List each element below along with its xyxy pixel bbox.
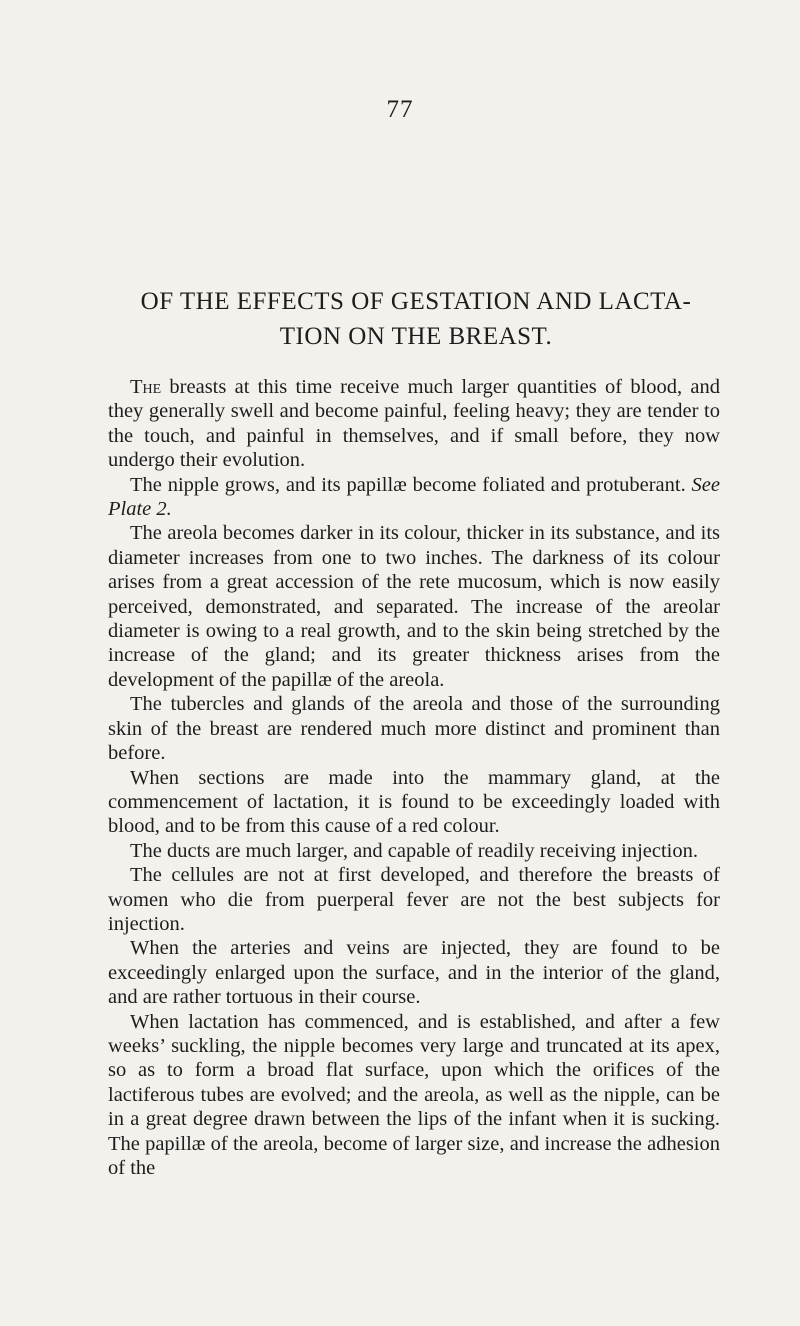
- plate-reference: See Plate 2.: [108, 473, 720, 521]
- page-number: 77: [386, 96, 414, 123]
- chapter-heading: [96, 284, 736, 354]
- paragraph-lead-word: The: [130, 376, 162, 398]
- paragraph-7: The cellules are not at first developed, and therefore the breasts of women who die from puerperal fever are not the best subjects for injection.: [108, 864, 720, 935]
- paragraph-6: The ducts are much larger, and capable of readily receiving injection.: [130, 839, 698, 862]
- paragraph-4: The tubercles and glands of the areola and those of the surrounding skin of the breast are rendered much more distinct and prominent than before.: [108, 693, 720, 765]
- paragraph-5: When sections are made into the mammary gland, at the commencement of lactation, it is found to be exceedingly loaded with blood, and to be from this cause of a red colour.: [108, 766, 720, 838]
- paragraph-text: The nipple grows, and its papillæ become foliated and protuberant.: [130, 473, 692, 496]
- body-text: [108, 375, 720, 1180]
- chapter-heading-line-2: TION ON THE BREAST.: [279, 323, 553, 350]
- paragraph-text: breasts at this time receive much larger quantities of blood, and they generally swell and become painful, feeling heavy; they are tender to the touch, and painful in themselves, and if small before, they now undergo their evolution.: [108, 376, 720, 472]
- paragraph-8: When the arteries and veins are injected, they are found to be exceedingly enlarged upon the surface, and in the interior of the gland, and are rather tortuous in their course.: [108, 937, 720, 1009]
- paragraph-1: [108, 375, 720, 473]
- paragraph-3: The areola becomes darker in its colour, thicker in its substance, and its diameter increases from one to two inches. The darkness of its colour arises from a great accession of the rete mucosum, which is now easily perceived, demonstrated, and separated. The increase of the areolar diameter is owing to a real growth, and to the skin being stretched by the increase of the gland; and its greater thickness arises from the development of the papillæ of the areola.: [108, 522, 720, 691]
- paragraph-2: [108, 473, 720, 522]
- chapter-heading-line-1: OF THE EFFECTS OF GESTATION AND LACTA-: [140, 288, 692, 315]
- paragraph-9: When lactation has commenced, and is established, and after a few weeks’ suckling, the nipple becomes very large and truncated at its apex, so as to form a broad flat surface, upon which the orifices of the lactiferous tubes are evolved; and the areola, as well as the nipple, can be in a great degree drawn between the lips of the infant when it is sucking. The papillæ of the areola, become of larger size, and increase the adhesion of the: [108, 1010, 720, 1179]
